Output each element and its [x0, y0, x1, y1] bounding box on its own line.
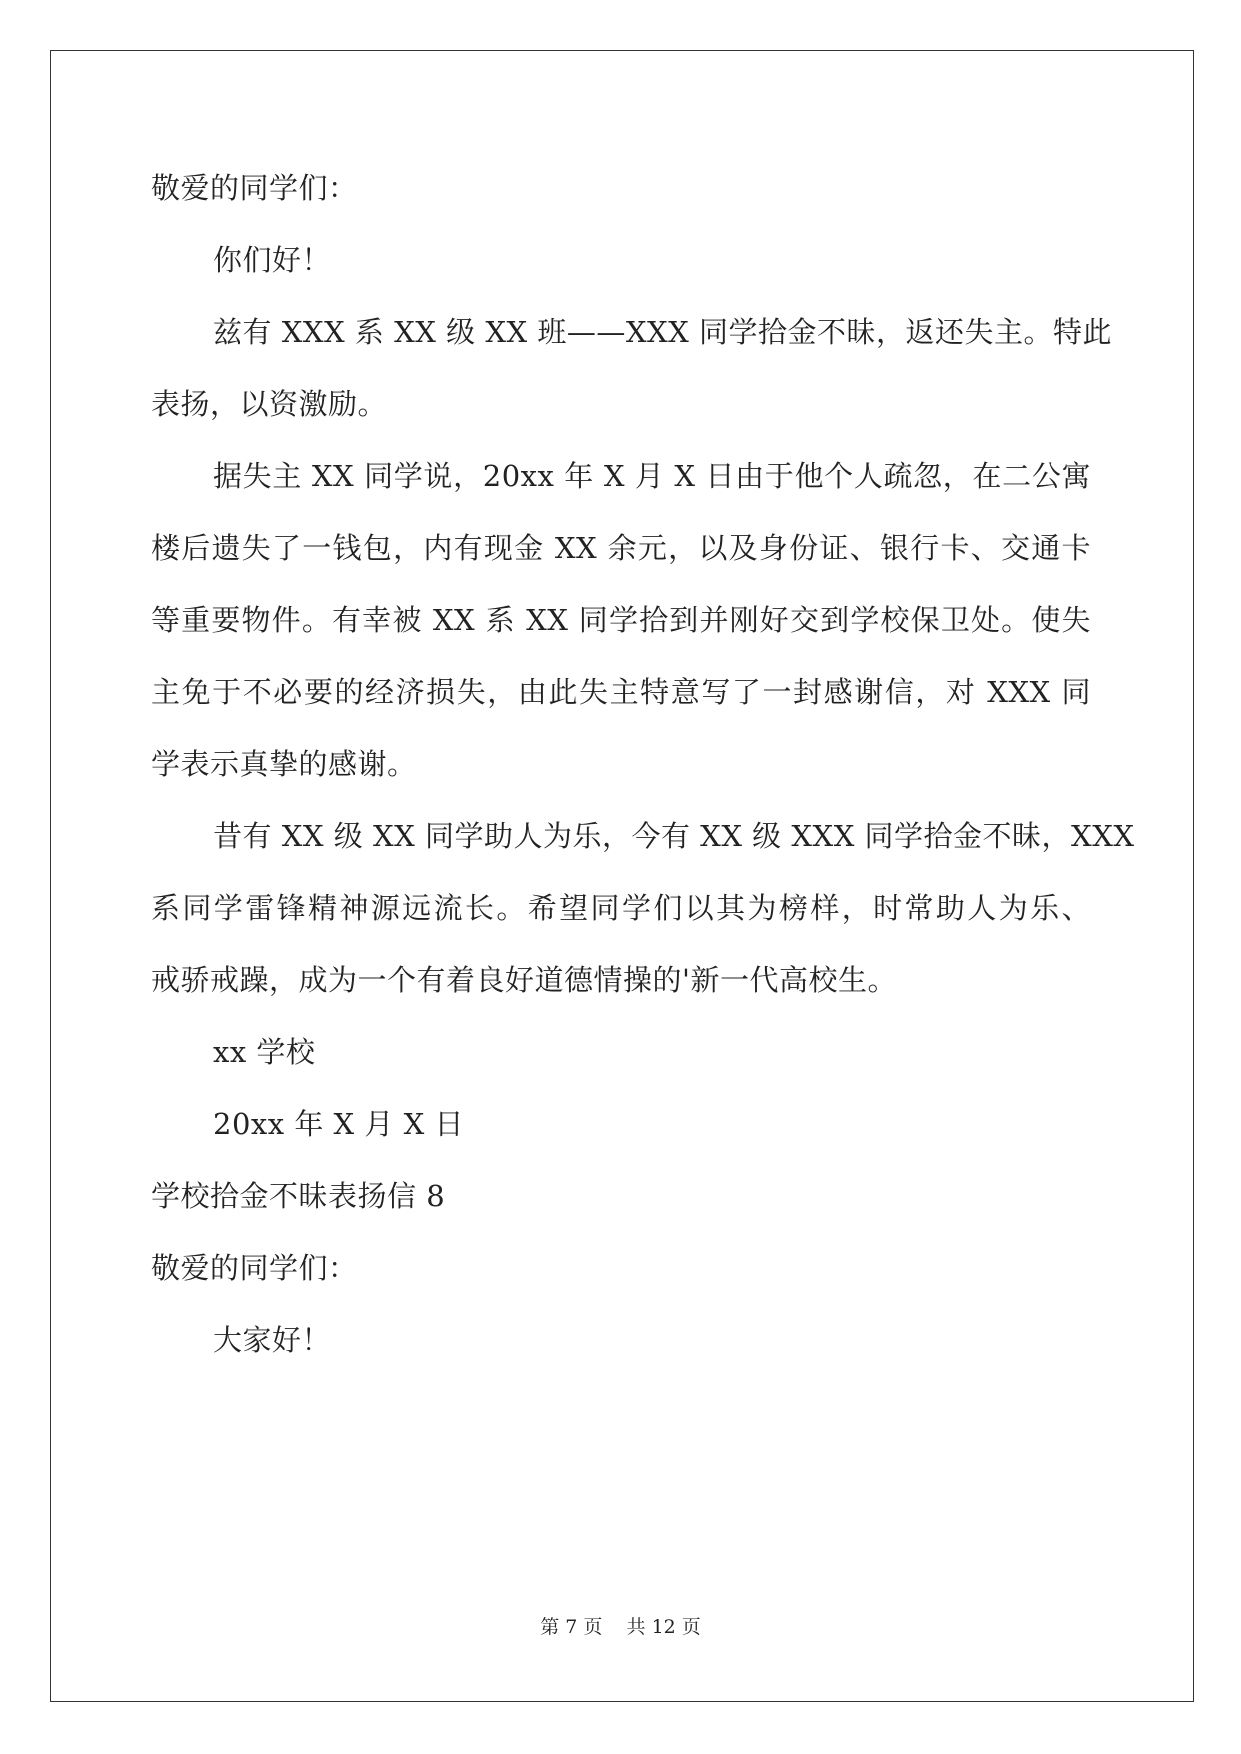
paragraph-line: 主免于不必要的经济损失，由此失主特意写了一封感谢信，对 XXX 同 — [151, 675, 1091, 709]
salutation-line: 敬爱的同学们： — [151, 1251, 358, 1285]
salutation-line: 敬爱的同学们： — [151, 171, 358, 205]
paragraph-line: 系同学雷锋精神源远流长。希望同学们以其为榜样，时常助人为乐、 — [151, 891, 1091, 925]
paragraph-line: 兹有 XXX 系 XX 级 XX 班——XXX 同学拾金不昧，返还失主。特此 — [213, 315, 1112, 349]
paragraph-line: 楼后遗失了一钱包，内有现金 XX 余元，以及身份证、银行卡、交通卡 — [151, 531, 1091, 565]
signature-date: 20xx 年 X 月 X 日 — [213, 1107, 464, 1141]
page-total: 共 12 页 — [626, 1616, 701, 1638]
paragraph-line: 等重要物件。有幸被 XX 系 XX 同学拾到并刚好交到学校保卫处。使失 — [151, 603, 1091, 637]
paragraph-line: 据失主 XX 同学说，20xx 年 X 月 X 日由于他个人疏忽，在二公寓 — [213, 459, 1091, 493]
section-heading: 学校拾金不昧表扬信 8 — [151, 1179, 446, 1213]
greeting-line: 大家好！ — [213, 1323, 332, 1357]
paragraph-line: 昔有 XX 级 XX 同学助人为乐，今有 XX 级 XXX 同学拾金不昧，XXX — [213, 819, 1135, 853]
signature-school: xx 学校 — [213, 1035, 316, 1069]
paragraph-line: 学表示真挚的感谢。 — [151, 747, 417, 781]
paragraph-line: 表扬，以资激励。 — [151, 387, 388, 421]
paragraph-line: 戒骄戒躁，成为一个有着良好道德情操的'新一代高校生。 — [151, 963, 897, 997]
page-footer — [0, 1615, 1241, 1639]
greeting-line: 你们好！ — [213, 243, 332, 277]
page-border — [50, 50, 1194, 1702]
page-number: 第 7 页 — [540, 1616, 603, 1638]
